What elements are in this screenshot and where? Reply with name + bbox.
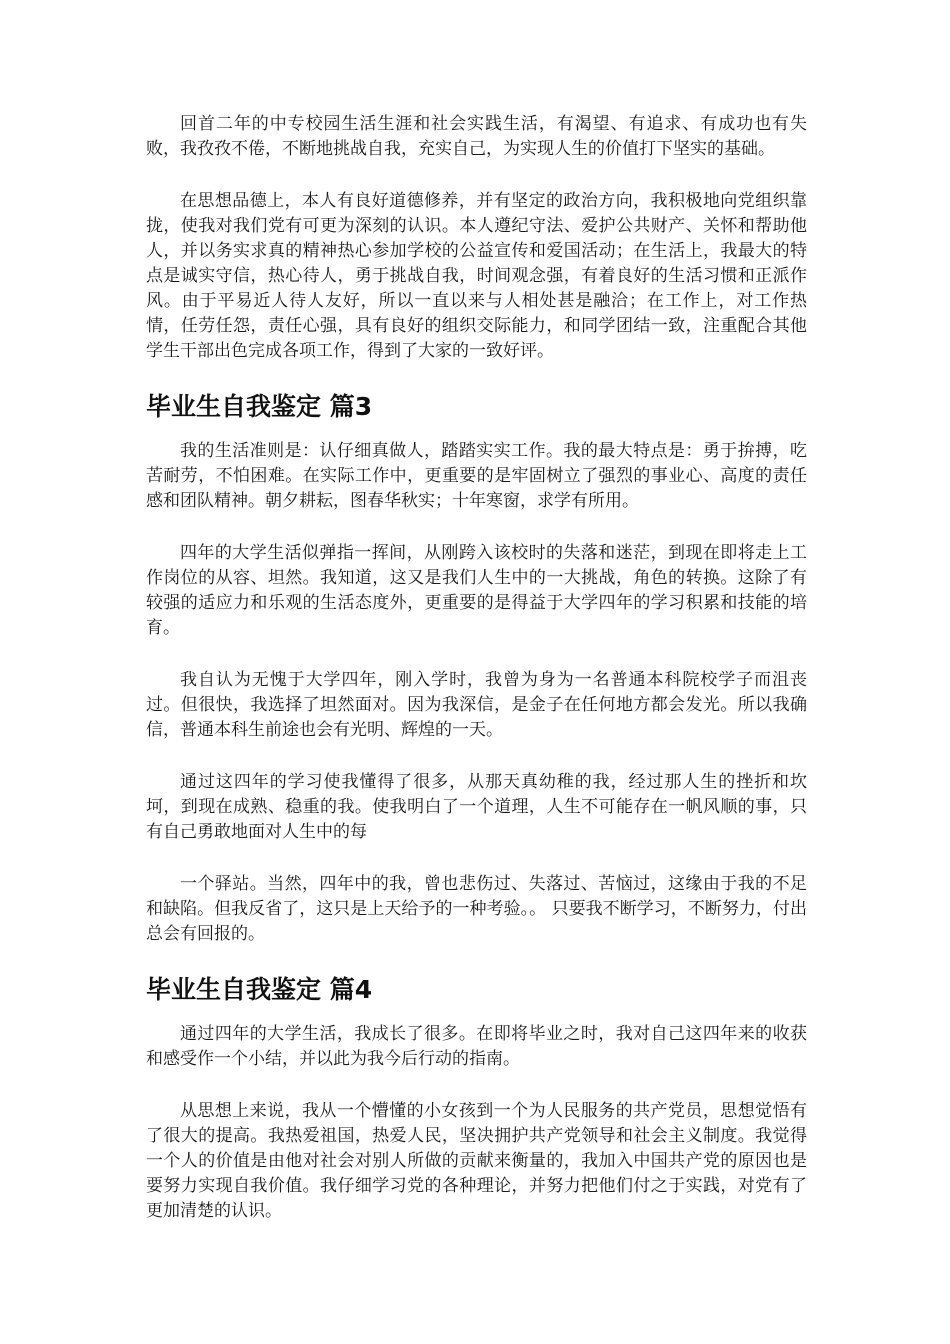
paragraph: 在思想品德上，本人有良好道德修养，并有坚定的政治方向，我积极地向党组织靠拢，使我对我们党有可更为深刻的认识。本人遵纪守法、爱护公共财产、关怀和帮助他人，并以务实求真的精神热心参加学校的公益宣传和爱国活动；在生活上，我最大的特点是诚实守信，热心待人，勇于挑战自我，时间观念强，有着良好的生活习惯和正派作风。由于平易近人待人友好，所以一直以来与人相处甚是融洽；在工作上，对工作热情，任劳任怨，责任心强，具有良好的组织交际能力，和同学团结一致，注重配合其他学生干部出色完成各项工作，得到了大家的一致好评。 [146, 191, 807, 361]
section-4 [146, 974, 807, 1224]
paragraph: 四年的大学生活似弹指一挥间，从刚跨入该校时的失落和迷茫，到现在即将走上工作岗位的从容、坦然。我知道，这又是我们人生中的一大挑战，角色的转换。这除了有较强的适应力和乐观的生活态度外，更重要的是得益于大学四年的学习积累和技能的培育。 [146, 543, 807, 638]
intro-section [146, 112, 807, 364]
section-3 [146, 391, 807, 947]
paragraph: 通过这四年的学习使我懂得了很多，从那天真幼稚的我，经过那人生的挫折和坎坷，到现在成熟、稳重的我。使我明白了一个道理，人生不可能存在一帆风顺的事，只有自己勇敢地面对人生中的每 [146, 772, 807, 842]
document-page [146, 112, 807, 1251]
paragraph: 我的生活准则是：认仔细真做人，踏踏实实工作。我的最大特点是：勇于拚搏，吃苦耐劳，不怕困难。在实际工作中，更重要的是牢固树立了强烈的事业心、高度的责任感和团队精神。朝夕耕耘，图春华秋实；十年寒窗，求学有所用。 [146, 441, 807, 511]
section-heading: 毕业生自我鉴定 篇4 [146, 975, 373, 1004]
paragraph: 我自认为无愧于大学四年，刚入学时，我曾为身为一名普通本科院校学子而沮丧过。但很快，我选择了坦然面对。因为我深信，是金子在任何地方都会发光。所以我确信，普通本科生前途也会有光明、辉煌的一天。 [146, 670, 807, 740]
paragraph: 回首二年的中专校园生活生涯和社会实践生活，有渴望、有追求、有成功也有失败，我孜孜不倦，不断地挑战自我，充实自己，为实现人生的价值打下坚实的基础。 [146, 114, 807, 159]
paragraph: 从思想上来说，我从一个懵懂的小女孩到一个为人民服务的共产党员，思想觉悟有了很大的提高。我热爱祖国，热爱人民，坚决拥护共产党领导和社会主义制度。我觉得一个人的价值是由他对社会对别人所做的贡献来衡量的，我加入中国共产党的原因也是要努力实现自我价值。我仔细学习党的各种理论，并努力把他们付之于实践，对党有了更加清楚的认识。 [146, 1101, 807, 1221]
section-heading: 毕业生自我鉴定 篇3 [146, 392, 373, 421]
paragraph: 一个驿站。当然，四年中的我，曾也悲伤过、失落过、苦恼过，这缘由于我的不足和缺陷。但我反省了，这只是上天给予的一种考验。。 只要我不断学习，不断努力，付出总会有回报的。 [146, 874, 807, 944]
paragraph: 通过四年的大学生活，我成长了很多。在即将毕业之时，我对自己这四年来的收获和感受作一个小结，并以此为我今后行动的指南。 [146, 1024, 807, 1069]
